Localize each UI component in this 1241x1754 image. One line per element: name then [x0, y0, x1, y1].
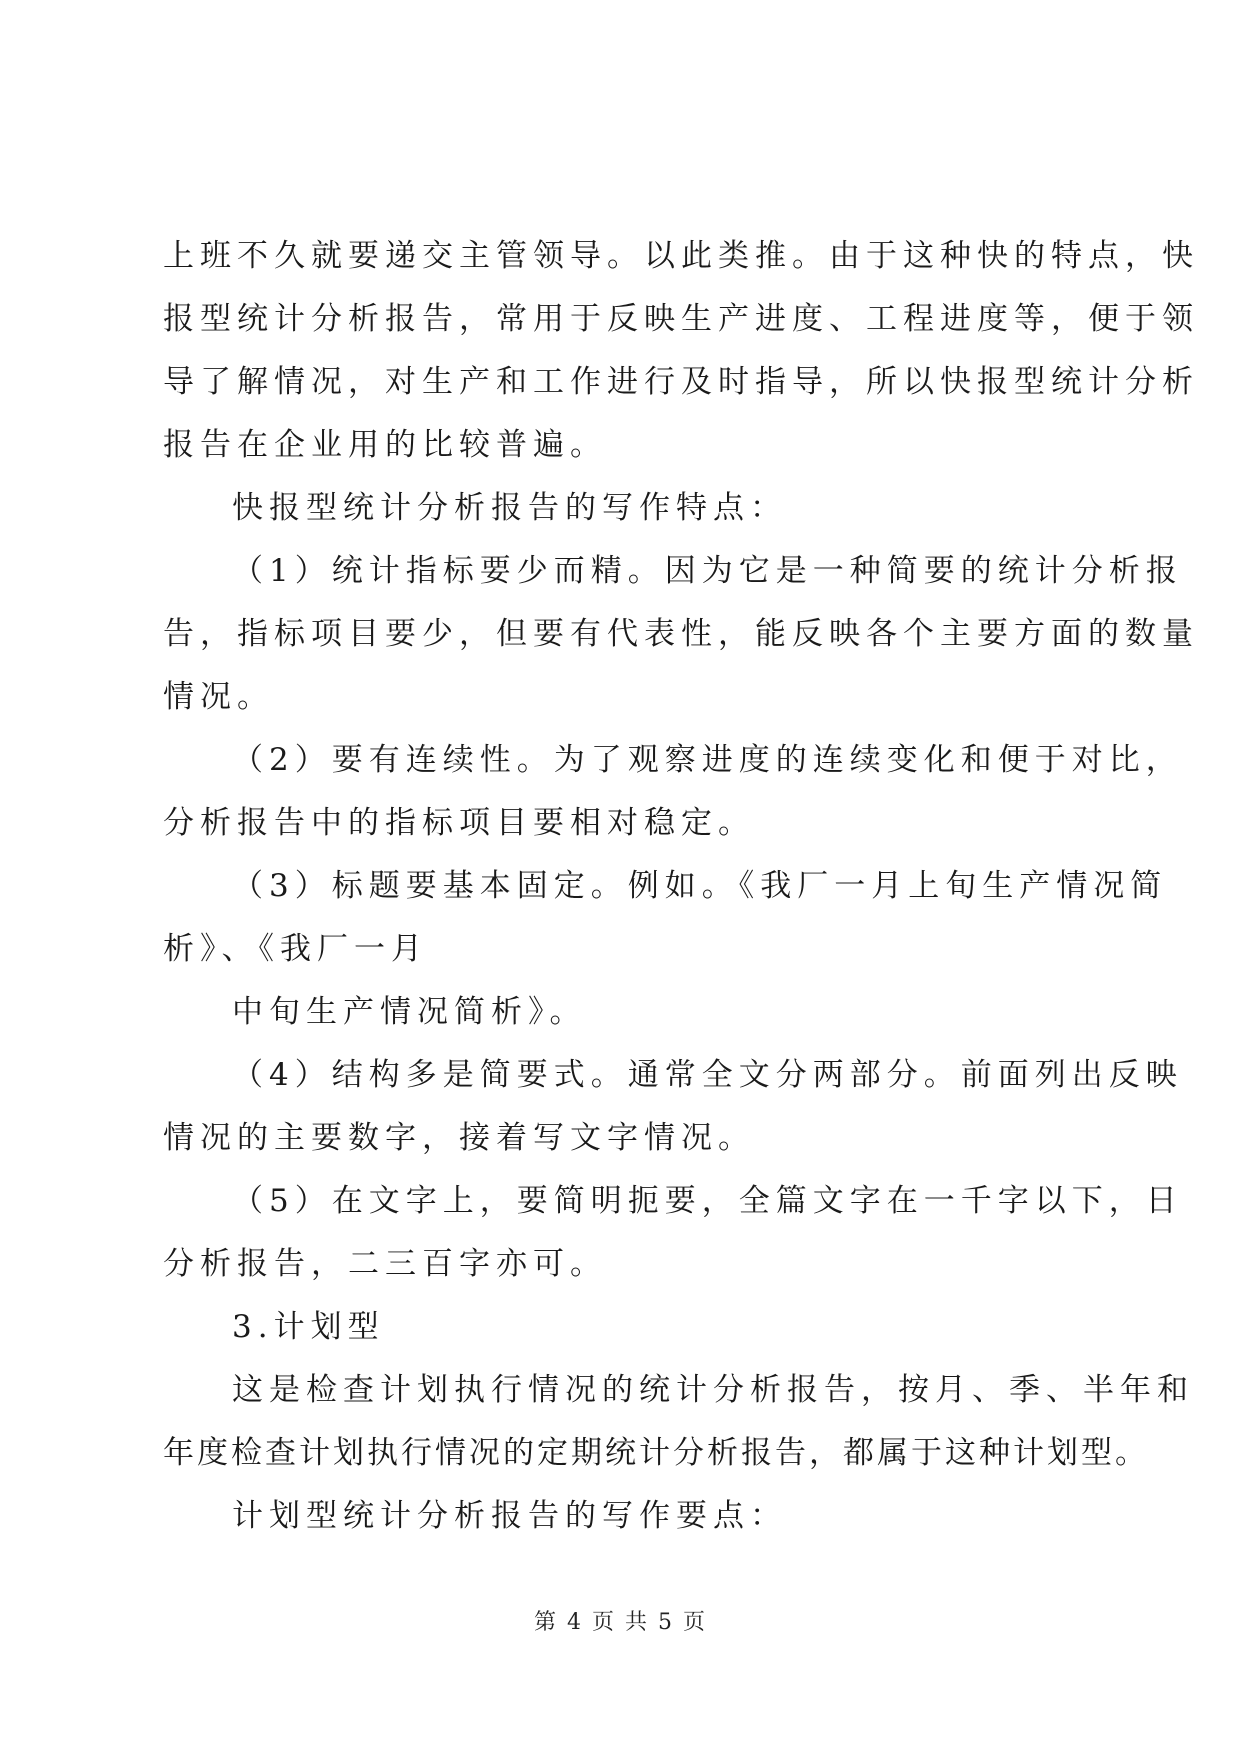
text-line: （2）要有连续性。为了观察进度的连续变化和便于对比， — [232, 742, 1183, 778]
text-line: 这是检查计划执行情况的统计分析报告，按月、季、半年和 — [232, 1372, 1194, 1408]
text-line: 中旬生产情况简析》。 — [232, 994, 587, 1030]
text-line: 计划型统计分析报告的写作要点： — [232, 1498, 787, 1534]
text-line: 分析报告，二三百字亦可。 — [163, 1246, 607, 1282]
text-line: 情况的主要数字，接着写文字情况。 — [163, 1120, 755, 1156]
text-line: 年度检查计划执行情况的定期统计分析报告，都属于这种计划型。 — [163, 1435, 1149, 1471]
page-number-footer: 第 4 页 共 5 页 — [534, 1610, 707, 1635]
text-line: 报告在企业用的比较普遍。 — [163, 427, 607, 463]
text-line: 情况。 — [163, 679, 274, 715]
text-line: 快报型统计分析报告的写作特点： — [232, 490, 787, 526]
text-line: 分析报告中的指标项目要相对稳定。 — [163, 805, 755, 841]
section-heading: 3.计划型 — [232, 1309, 385, 1345]
text-line: 报型统计分析报告，常用于反映生产进度、工程进度等，便于领 — [163, 301, 1199, 337]
text-line: （5）在文字上，要简明扼要，全篇文字在一千字以下，日 — [232, 1183, 1183, 1219]
text-line: 析》、《我厂一月 — [163, 931, 428, 967]
text-line: 上班不久就要递交主管领导。以此类推。由于这种快的特点，快 — [163, 238, 1199, 274]
text-line: （4）结构多是简要式。通常全文分两部分。前面列出反映 — [232, 1057, 1183, 1093]
text-line: （3）标题要基本固定。例如。《我厂一月上旬生产情况简 — [232, 868, 1168, 904]
text-line: 告，指标项目要少，但要有代表性，能反映各个主要方面的数量 — [163, 616, 1199, 652]
text-line: 导了解情况，对生产和工作进行及时指导，所以快报型统计分析 — [163, 364, 1199, 400]
text-line: （1）统计指标要少而精。因为它是一种简要的统计分析报 — [232, 553, 1183, 589]
